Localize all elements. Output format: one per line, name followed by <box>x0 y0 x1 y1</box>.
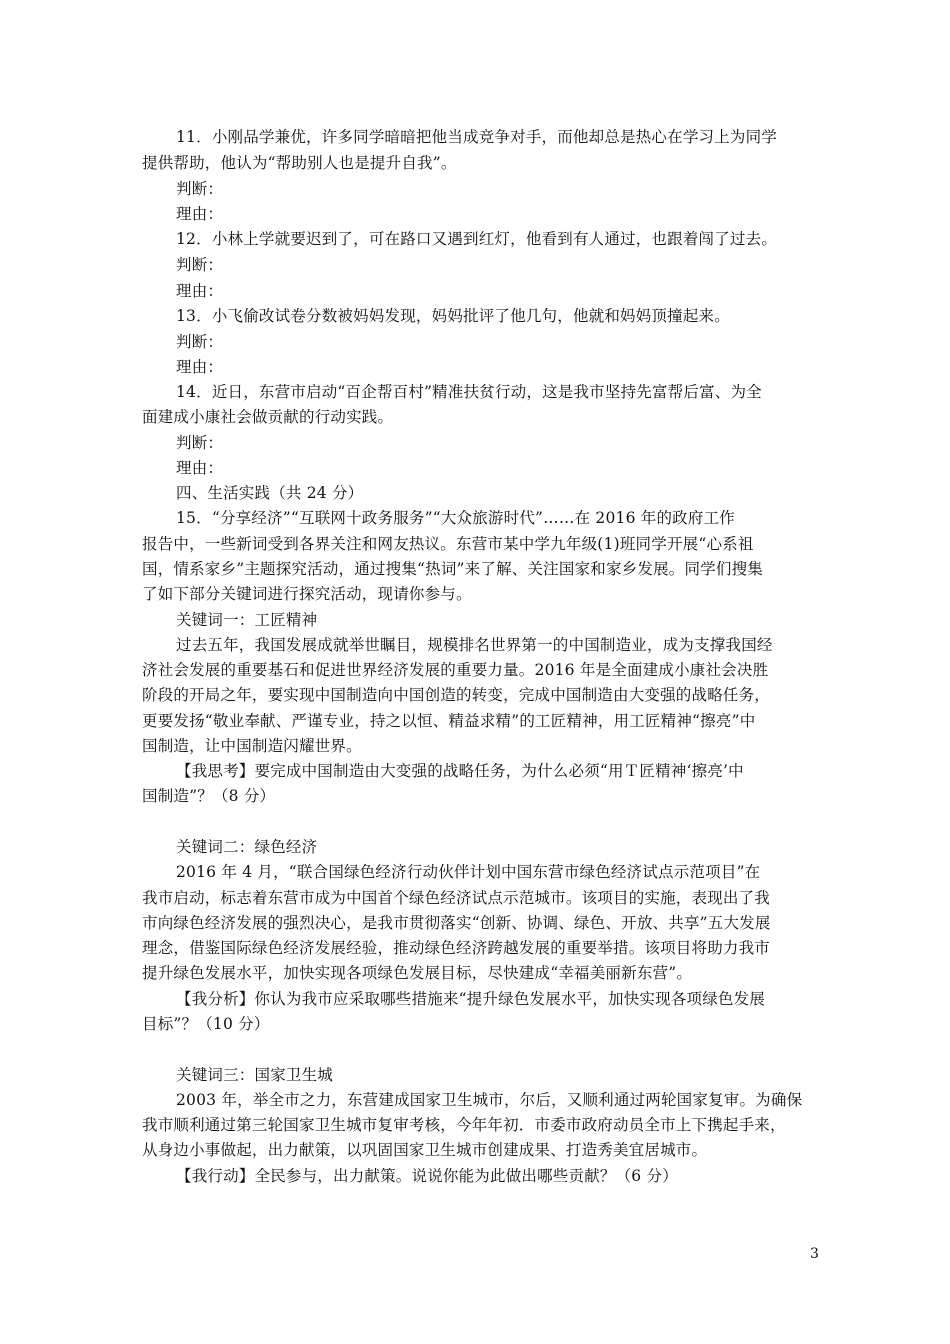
keyword-1-para-line-2: 济社会发展的重要基石和促进世界经济发展的重要力量。2016 年是全面建成小康社会决胜 <box>142 661 769 679</box>
keyword-1-para-line-5: 国制造，让中国制造闪耀世界。 <box>142 737 362 755</box>
q12-line-1: 12．小林上学就要迟到了，可在路口又遇到红灯，他看到有人通过，也跟着闯了过去。 <box>176 230 778 248</box>
keyword-3-para-line-1: 2003 年，举全市之力，东营建成国家卫生城市，尔后，又顺利通过两轮国家复审。为确保 <box>176 1091 803 1109</box>
keyword-1-question-line-1: 【我思考】要完成中国制造由大变强的战略任务，为什么必须“用Ｔ匠精神‘擦亮’中 <box>176 762 744 780</box>
keyword-1-para-line-1: 过去五年，我国发展成就举世瞩目，规模排名世界第一的中国制造业，成为支撑我国经 <box>176 636 773 654</box>
q11-line-1: 11．小刚品学兼优，许多同学暗暗把他当成竞争对手，而他却总是热心在学习上为同学 <box>176 128 778 146</box>
q15-line-2: 报告中，一些新词受到各界关注和网友热议。东营市某中学九年级(1)班同学开展“心系祖 <box>142 535 754 553</box>
keyword-1-question-line-2: 国制造”？（8 分） <box>142 787 276 805</box>
keyword-3-para-line-2: 我市顺利通过第三轮国家卫生城市复审考核，今年年初．市委市政府动员全市上下携起手来， <box>142 1116 786 1134</box>
keyword-2-para-line-3: 市向绿色经济发展的强烈决心，是我市贯彻落实“创新、协调、绿色、开放、共享”五大发展 <box>142 914 771 932</box>
keyword-1-para-line-3: 阶段的开局之年，要实现中国制造向中国创造的转变，完成中国制造由大变强的战略任务， <box>142 686 771 704</box>
q14-reason-label: 理由： <box>176 459 224 477</box>
q14-line-2: 面建成小康社会做贡献的行动实践。 <box>142 408 394 426</box>
keyword-2-heading: 关键词二：绿色经济 <box>176 838 318 856</box>
q15-line-3: 国，情系家乡”主题探究活动，通过搜集“热词”来了解、关注国家和家乡发展。同学们搜集 <box>142 560 763 578</box>
q13-judge-label: 判断： <box>176 333 224 351</box>
q11-line-2: 提供帮助，他认为“帮助别人也是提升自我”。 <box>142 154 457 172</box>
keyword-3-heading: 关键词三：国家卫生城 <box>176 1066 334 1084</box>
keyword-2-question-line-2: 目标”？（10 分） <box>142 1015 270 1033</box>
q12-reason-label: 理由： <box>176 282 224 300</box>
q13-reason-label: 理由： <box>176 358 224 376</box>
keyword-1-para-line-4: 更要发扬“敬业奉献、严谨专业，持之以恒、精益求精”的工匠精神，用工匠精神“擦亮”中 <box>142 712 756 730</box>
keyword-1-heading: 关键词一：工匠精神 <box>176 611 318 629</box>
keyword-2-question-line-1: 【我分析】你认为我市应采取哪些措施来“提升绿色发展水平，加快实现各项绿色发展 <box>176 990 766 1008</box>
section-4-heading: 四、生活实践（共 24 分） <box>176 484 364 502</box>
keyword-3-question-line-1: 【我行动】全民参与，出力献策。说说你能为此做出哪些贡献？（6 分） <box>176 1167 678 1185</box>
q11-judge-label: 判断： <box>176 180 224 198</box>
page-number: 3 <box>810 1246 819 1262</box>
q14-judge-label: 判断： <box>176 434 224 452</box>
keyword-2-para-line-2: 我市启动，标志着东营市成为中国首个绿色经济试点示范城市。该项目的实施，表现出了我 <box>142 889 771 907</box>
q15-line-4: 了如下部分关键词进行探究活动，现请你参与。 <box>142 585 472 603</box>
q13-line-1: 13．小飞偷改试卷分数被妈妈发现，妈妈批评了他几句，他就和妈妈顶撞起来。 <box>176 307 730 325</box>
q14-line-1: 14．近日，东营市启动“百企帮百村”精准扶贫行动，这是我市坚持先富帮后富、为全 <box>176 383 762 401</box>
q11-reason-label: 理由： <box>176 205 224 223</box>
keyword-3-para-line-3: 从身边小事做起，出力献策，以巩固国家卫生城市创建成果、打造秀美宜居城市。 <box>142 1141 708 1159</box>
keyword-2-para-line-5: 提升绿色发展水平，加快实现各项绿色发展目标，尽快建成“幸福美丽新东营”。 <box>142 964 693 982</box>
keyword-2-para-line-1: 2016 年 4 月，“联合国绿色经济行动伙伴计划中国东营市绿色经济试点示范项目”在 <box>176 863 761 881</box>
keyword-2-para-line-4: 理念，借鉴国际绿色经济发展经验，推动绿色经济跨越发展的重要举措。该项目将助力我市 <box>142 939 771 957</box>
q12-judge-label: 判断： <box>176 256 224 274</box>
q15-line-1: 15．“分享经济”“互联网十政务服务”“大众旅游时代”……在 2016 年的政府工作 <box>176 509 735 527</box>
